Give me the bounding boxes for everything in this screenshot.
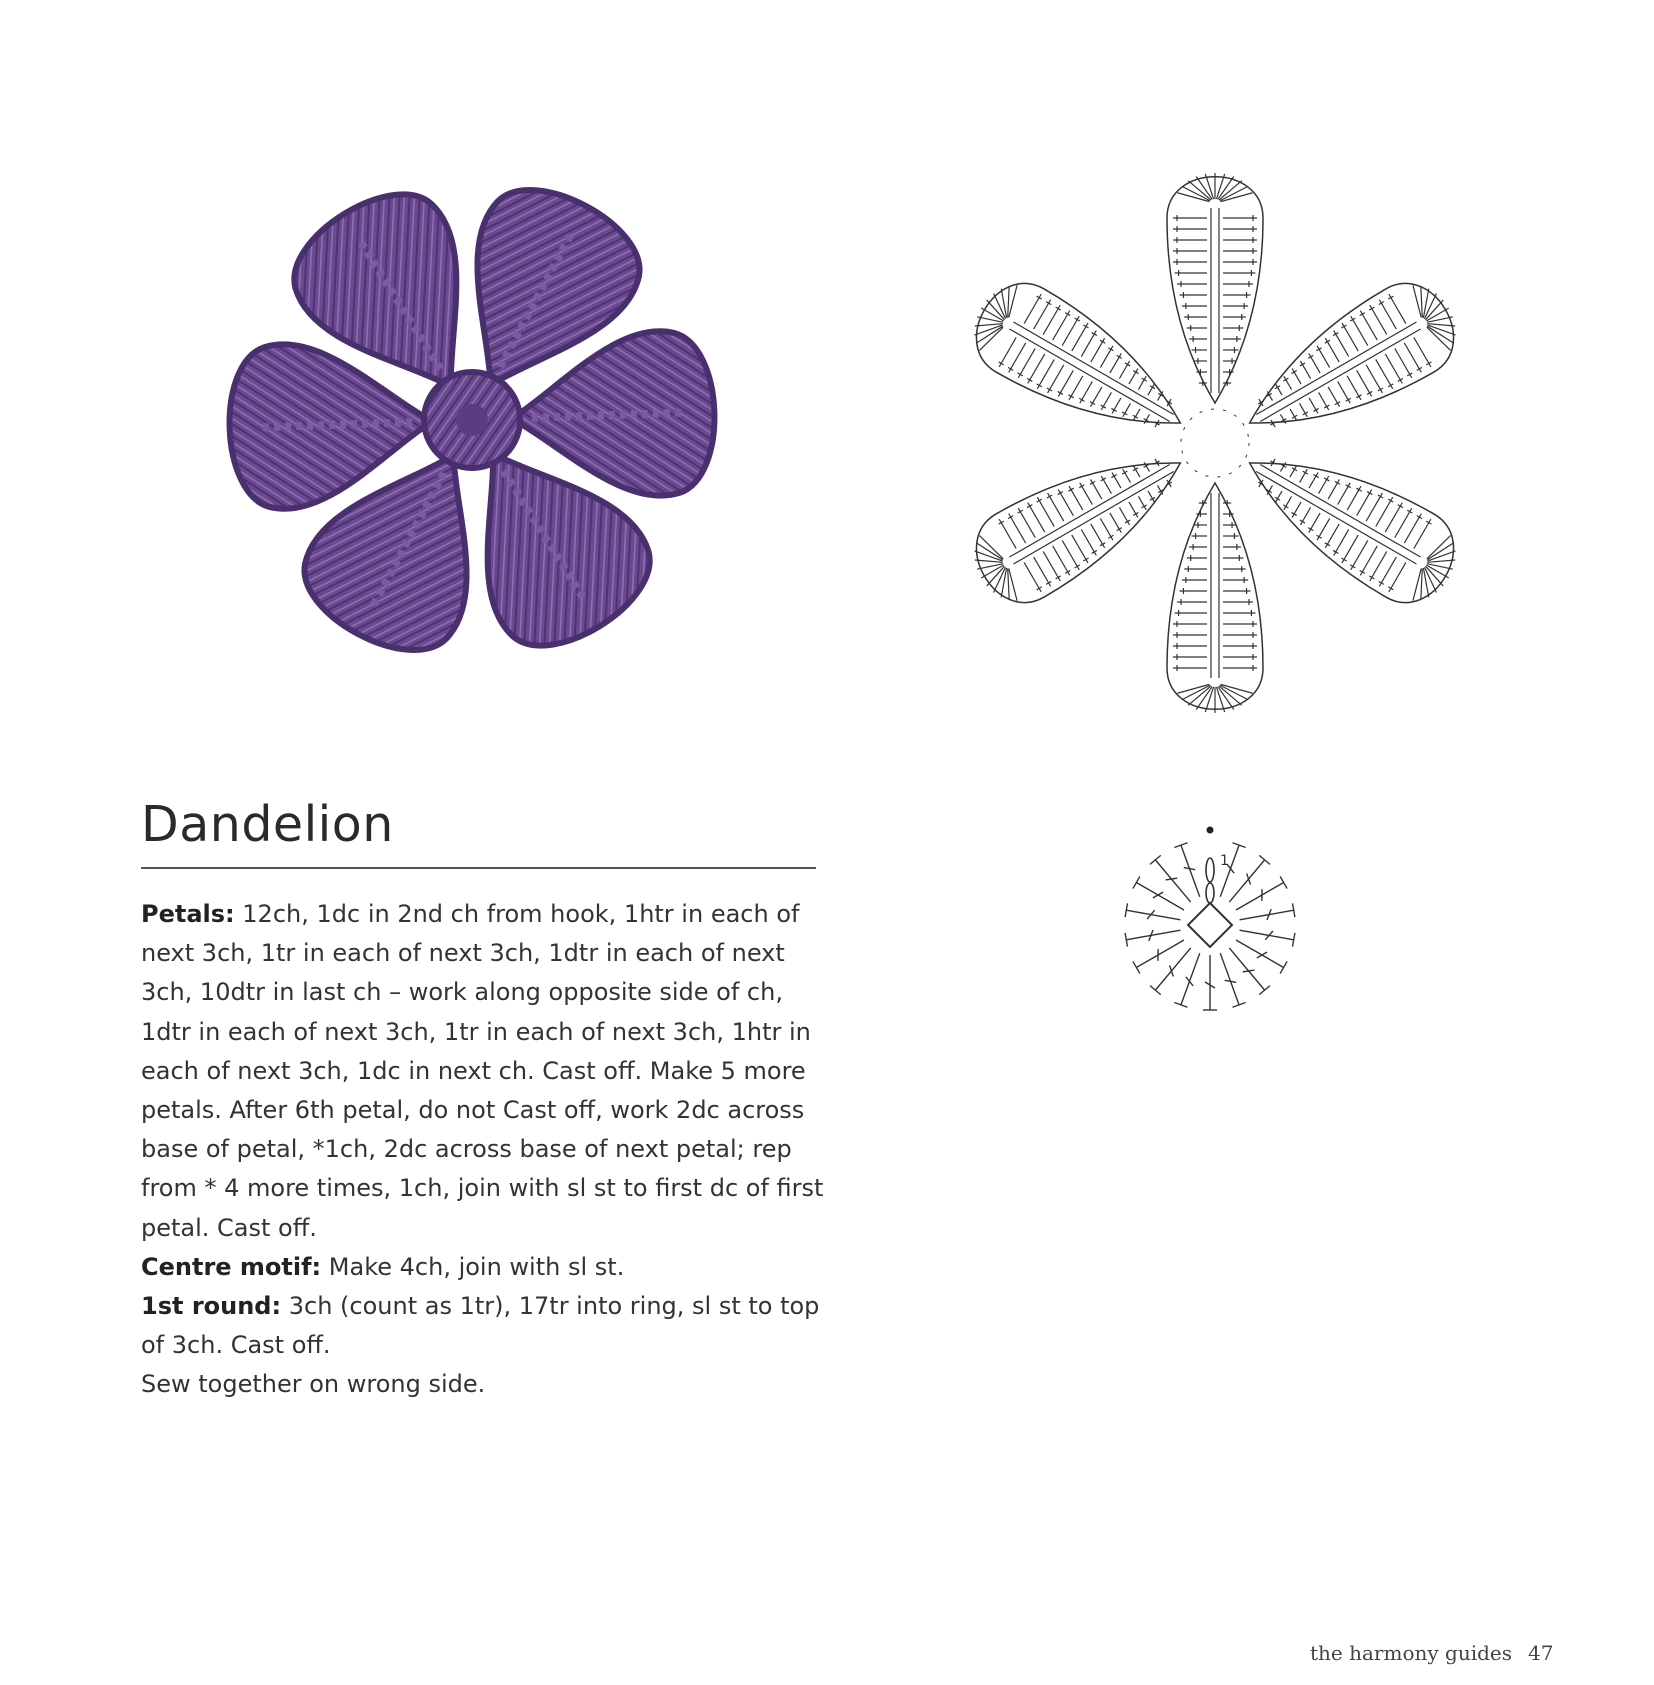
petal-chart-icon	[950, 148, 1480, 738]
pattern-title: Dandelion	[141, 796, 394, 853]
chart-petal	[957, 266, 1204, 464]
centre-text: Make 4ch, join with sl st.	[321, 1252, 625, 1281]
pattern-instructions	[141, 895, 831, 1405]
page-footer	[1310, 1641, 1553, 1665]
petals-label: Petals:	[141, 900, 235, 928]
chart-petal	[1226, 421, 1473, 619]
book-title: the harmony guides	[1310, 1641, 1513, 1665]
round-paragraph	[141, 1287, 831, 1365]
round-text: 3ch (count as 1tr), 17tr into ring, sl st to top of 3ch. Cast off.	[141, 1292, 820, 1360]
round-label: 1st round:	[141, 1292, 282, 1321]
chart-petal	[957, 421, 1204, 619]
chart-petal	[1167, 173, 1263, 403]
closing-paragraph: Sew together on wrong side.	[141, 1370, 486, 1399]
title-underline	[141, 867, 816, 869]
page-number: 47	[1528, 1641, 1554, 1665]
centre-paragraph	[141, 1248, 831, 1287]
round-number: 1	[1220, 853, 1229, 869]
chart-petal	[1226, 266, 1473, 464]
petals-text: 12ch, 1dc in 2nd ch from hook, 1htr in each of next 3ch, 1tr in each of next 3ch, 1dtr in each of next 3ch, 10dtr in last ch – work along opposite side of ch, 1dtr in each of next 3ch, 1tr in each of next 3ch, 1htr in each of next 3ch, 1dc in next ch. Cast off. Make 5 more petals. After 6th petal, do not Cast off, work 2dc across base of petal, *1ch, 2dc across base of next petal; rep from * 4 more times, 1ch, join with sl st to first dc of first petal. Cast off.	[141, 900, 824, 1242]
centre-label: Centre motif:	[141, 1252, 322, 1281]
petals-paragraph	[141, 895, 831, 1248]
chart-petal	[1167, 483, 1263, 713]
crochet-flower-photo	[172, 140, 772, 700]
centre-chart-icon	[1100, 815, 1320, 1035]
